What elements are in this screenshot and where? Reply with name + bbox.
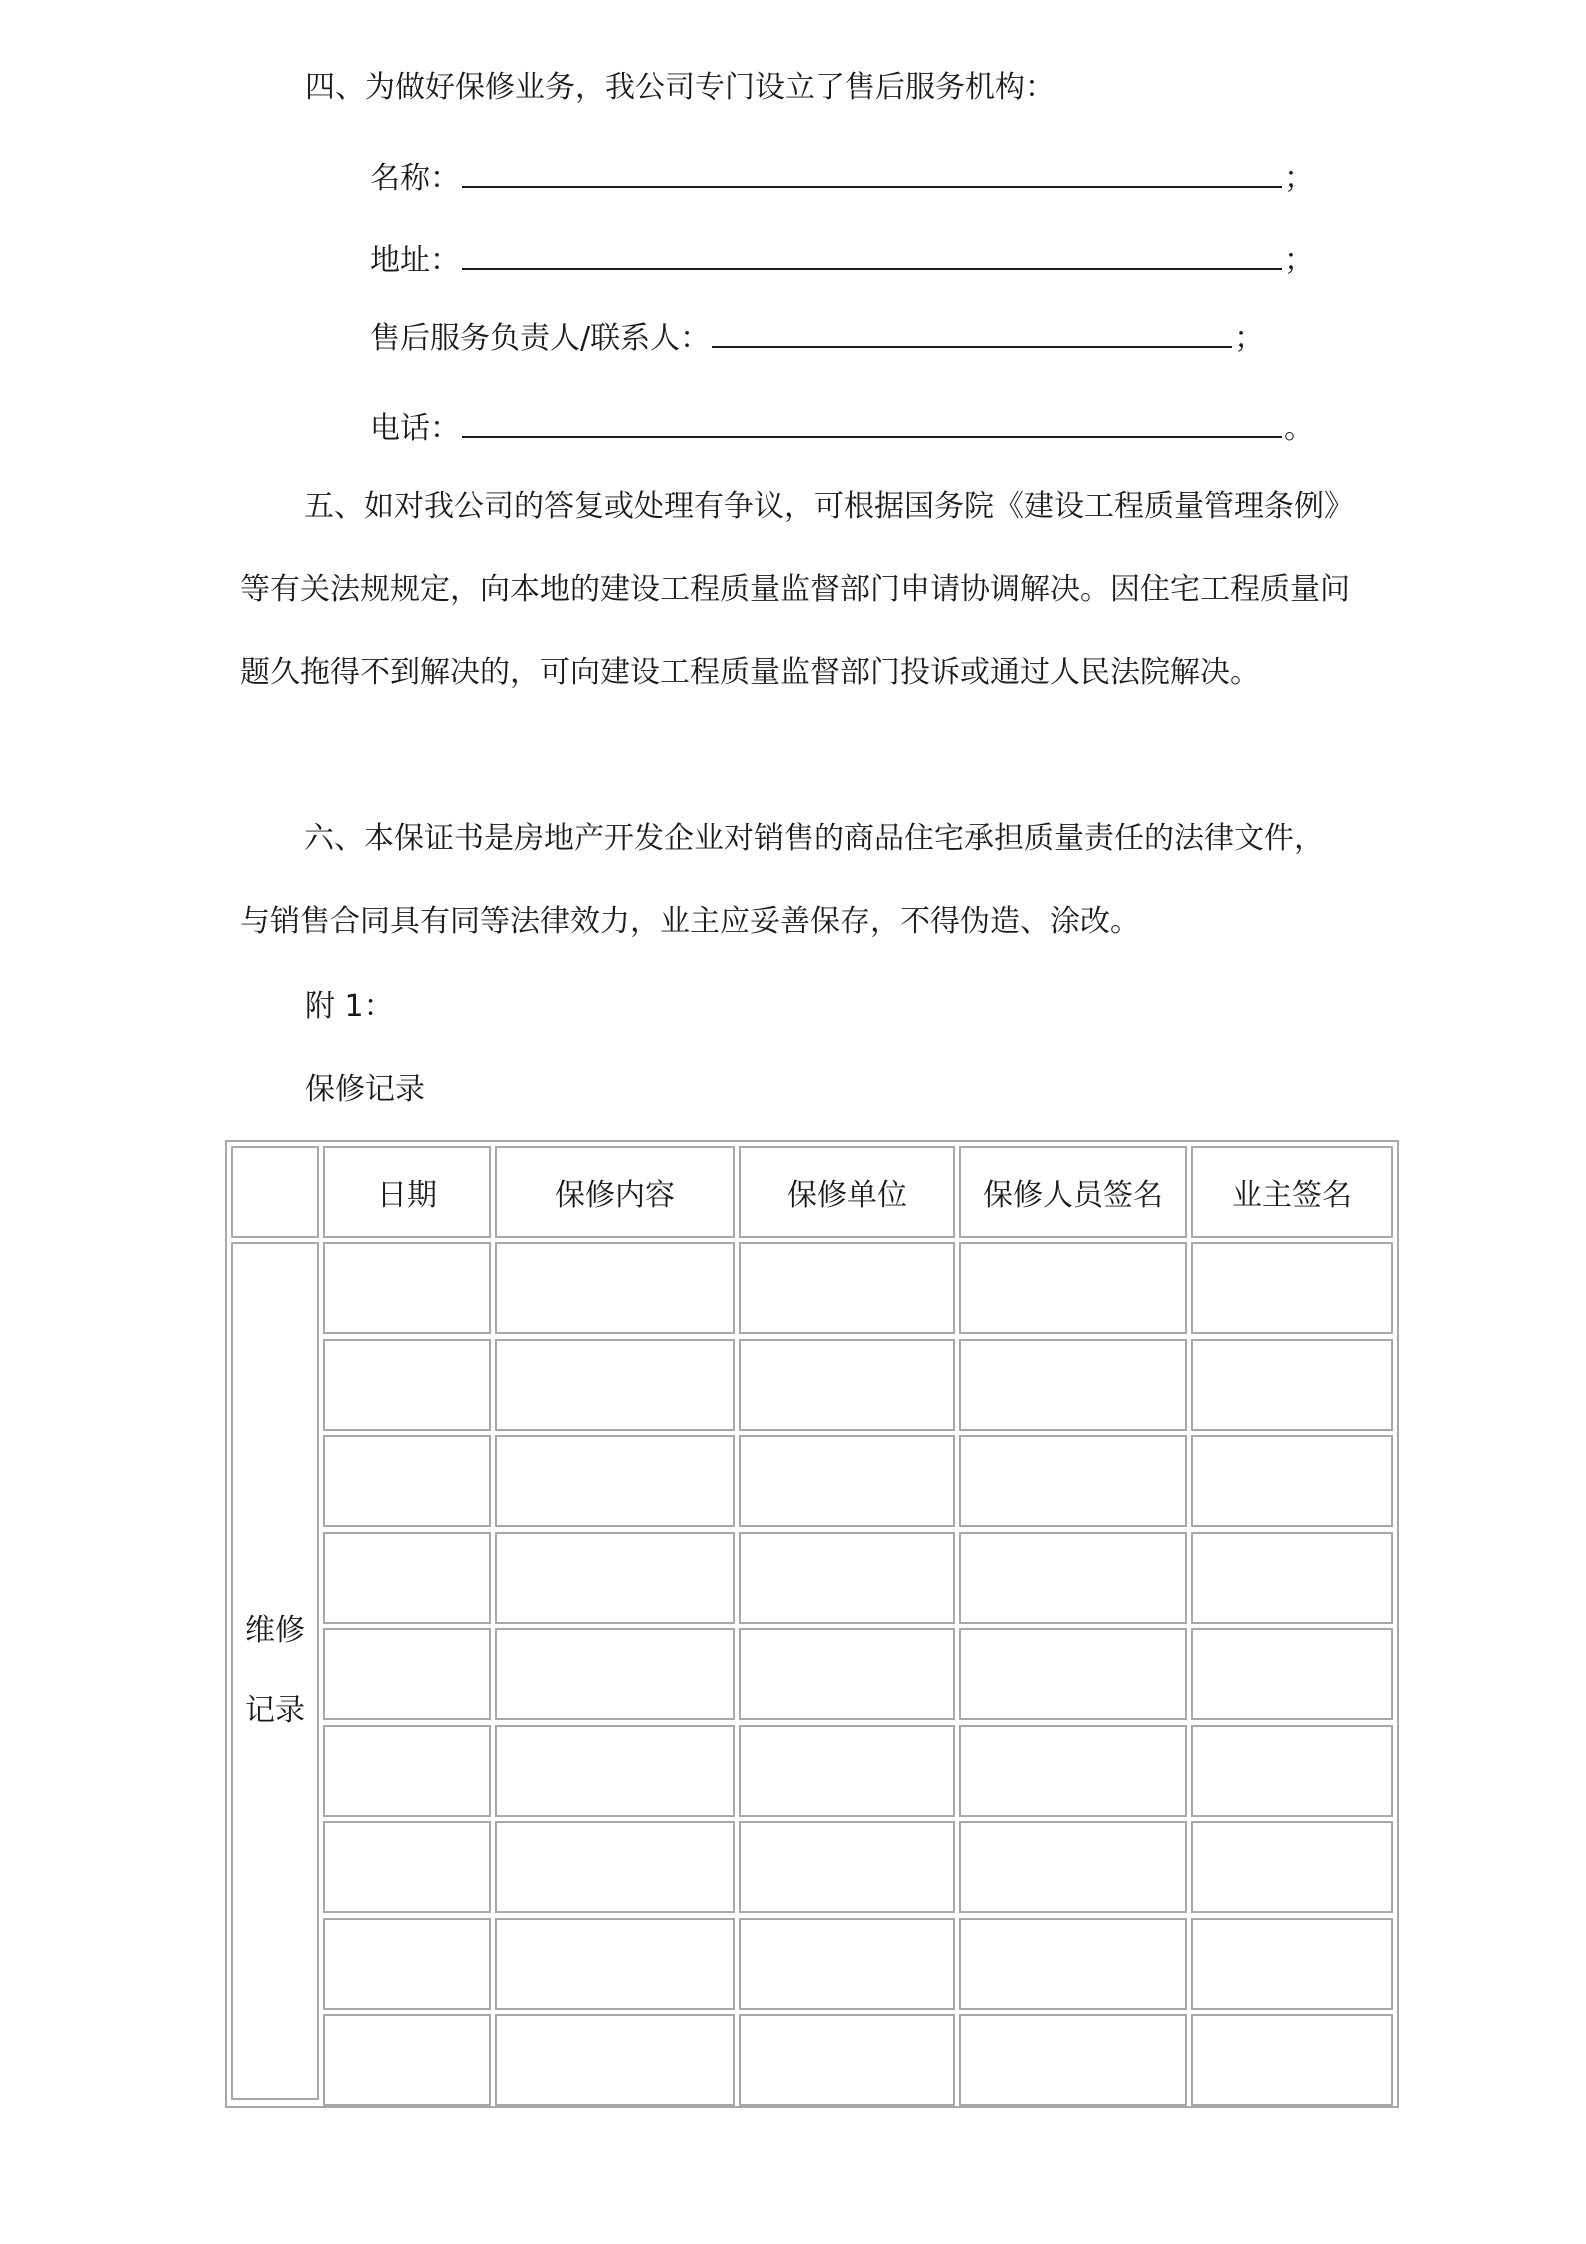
- service-contact-label: 售后服务负责人/联系人：: [370, 321, 711, 356]
- repair-unit-cell[interactable]: [739, 1339, 955, 1431]
- repair-staff-signature-cell[interactable]: [959, 1628, 1187, 1720]
- date-cell[interactable]: [323, 1918, 491, 2010]
- service-name-label: 名称：: [370, 161, 460, 196]
- repair-staff-signature-cell[interactable]: [959, 1821, 1187, 1913]
- header-owner-signature: 业主签名: [1191, 1146, 1393, 1238]
- repair-staff-signature-cell[interactable]: [959, 1725, 1187, 1817]
- owner-signature-cell[interactable]: [1191, 1242, 1393, 1334]
- owner-signature-cell[interactable]: [1191, 1918, 1393, 2010]
- repair-unit-cell[interactable]: [739, 1242, 955, 1334]
- repair-content-cell[interactable]: [495, 1628, 735, 1720]
- repair-content-cell[interactable]: [495, 2014, 735, 2106]
- side-label-repair-record: [231, 1242, 319, 2100]
- side-label-line2: 记录: [245, 1693, 305, 1728]
- side-label-line1: 维修: [245, 1613, 305, 1648]
- service-phone-line: [370, 408, 1314, 449]
- service-phone-label: 电话：: [370, 411, 460, 446]
- section4-heading: 四、为做好保修业务，我公司专门设立了售后服务机构：: [305, 70, 1055, 105]
- service-address-blank[interactable]: [462, 240, 1282, 270]
- repair-unit-cell[interactable]: [739, 1628, 955, 1720]
- repair-staff-signature-cell[interactable]: [959, 1242, 1187, 1334]
- repair-content-cell[interactable]: [495, 1821, 735, 1913]
- repair-staff-signature-cell[interactable]: [959, 1339, 1187, 1431]
- repair-content-cell[interactable]: [495, 1918, 735, 2010]
- header-repair-content: 保修内容: [495, 1146, 735, 1238]
- service-name-end: ；: [1284, 161, 1314, 196]
- repair-unit-cell[interactable]: [739, 1725, 955, 1817]
- date-cell[interactable]: [323, 1628, 491, 1720]
- owner-signature-cell[interactable]: [1191, 1725, 1393, 1817]
- repair-unit-cell[interactable]: [739, 2014, 955, 2106]
- owner-signature-cell[interactable]: [1191, 1339, 1393, 1431]
- repair-staff-signature-cell[interactable]: [959, 2014, 1187, 2106]
- date-cell[interactable]: [323, 2014, 491, 2106]
- date-cell[interactable]: [323, 1725, 491, 1817]
- service-name-line: [370, 158, 1314, 199]
- appendix-title: 保修记录: [305, 1072, 425, 1107]
- service-name-blank[interactable]: [462, 158, 1282, 188]
- repair-content-cell[interactable]: [495, 1532, 735, 1624]
- repair-record-table: [225, 1140, 1399, 2108]
- header-date: 日期: [323, 1146, 491, 1238]
- date-cell[interactable]: [323, 1532, 491, 1624]
- service-contact-line: [370, 318, 1264, 359]
- service-address-label: 地址：: [370, 243, 460, 278]
- repair-unit-cell[interactable]: [739, 1435, 955, 1527]
- service-address-line: [370, 240, 1314, 281]
- repair-content-cell[interactable]: [495, 1435, 735, 1527]
- date-cell[interactable]: [323, 1435, 491, 1527]
- section5-paragraph: 五、如对我公司的答复或处理有争议，可根据国务院《建设工程质量管理条例》等有关法规规定，向本地的建设工程质量监督部门申请协调解决。因住宅工程质量问题久拖得不到解决的，可向建设工程质量监督部门投诉或通过人民法院解决。: [240, 489, 1350, 690]
- owner-signature-cell[interactable]: [1191, 1532, 1393, 1624]
- repair-staff-signature-cell[interactable]: [959, 1918, 1187, 2010]
- repair-unit-cell[interactable]: [739, 1918, 955, 2010]
- service-address-end: ；: [1284, 243, 1314, 278]
- repair-staff-signature-cell[interactable]: [959, 1532, 1187, 1624]
- table-corner-cell: [231, 1146, 319, 1238]
- repair-staff-signature-cell[interactable]: [959, 1435, 1187, 1527]
- section6-paragraph: 六、本保证书是房地产开发企业对销售的商品住宅承担质量责任的法律文件，与销售合同具有同等法律效力，业主应妥善保存，不得伪造、涂改。: [240, 821, 1324, 939]
- date-cell[interactable]: [323, 1339, 491, 1431]
- header-repair-staff-signature: 保修人员签名: [959, 1146, 1187, 1238]
- date-cell[interactable]: [323, 1242, 491, 1334]
- repair-content-cell[interactable]: [495, 1725, 735, 1817]
- service-contact-end: ；: [1234, 321, 1265, 356]
- repair-unit-cell[interactable]: [739, 1532, 955, 1624]
- header-repair-unit: 保修单位: [739, 1146, 955, 1238]
- date-cell[interactable]: [323, 1821, 491, 1913]
- owner-signature-cell[interactable]: [1191, 2014, 1393, 2106]
- repair-content-cell[interactable]: [495, 1242, 735, 1334]
- repair-content-cell[interactable]: [495, 1339, 735, 1431]
- owner-signature-cell[interactable]: [1191, 1821, 1393, 1913]
- appendix-label: 附 1：: [305, 989, 394, 1024]
- repair-unit-cell[interactable]: [739, 1821, 955, 1913]
- service-phone-end: 。: [1284, 411, 1314, 446]
- service-contact-blank[interactable]: [712, 318, 1232, 348]
- service-phone-blank[interactable]: [462, 408, 1282, 438]
- owner-signature-cell[interactable]: [1191, 1628, 1393, 1720]
- owner-signature-cell[interactable]: [1191, 1435, 1393, 1527]
